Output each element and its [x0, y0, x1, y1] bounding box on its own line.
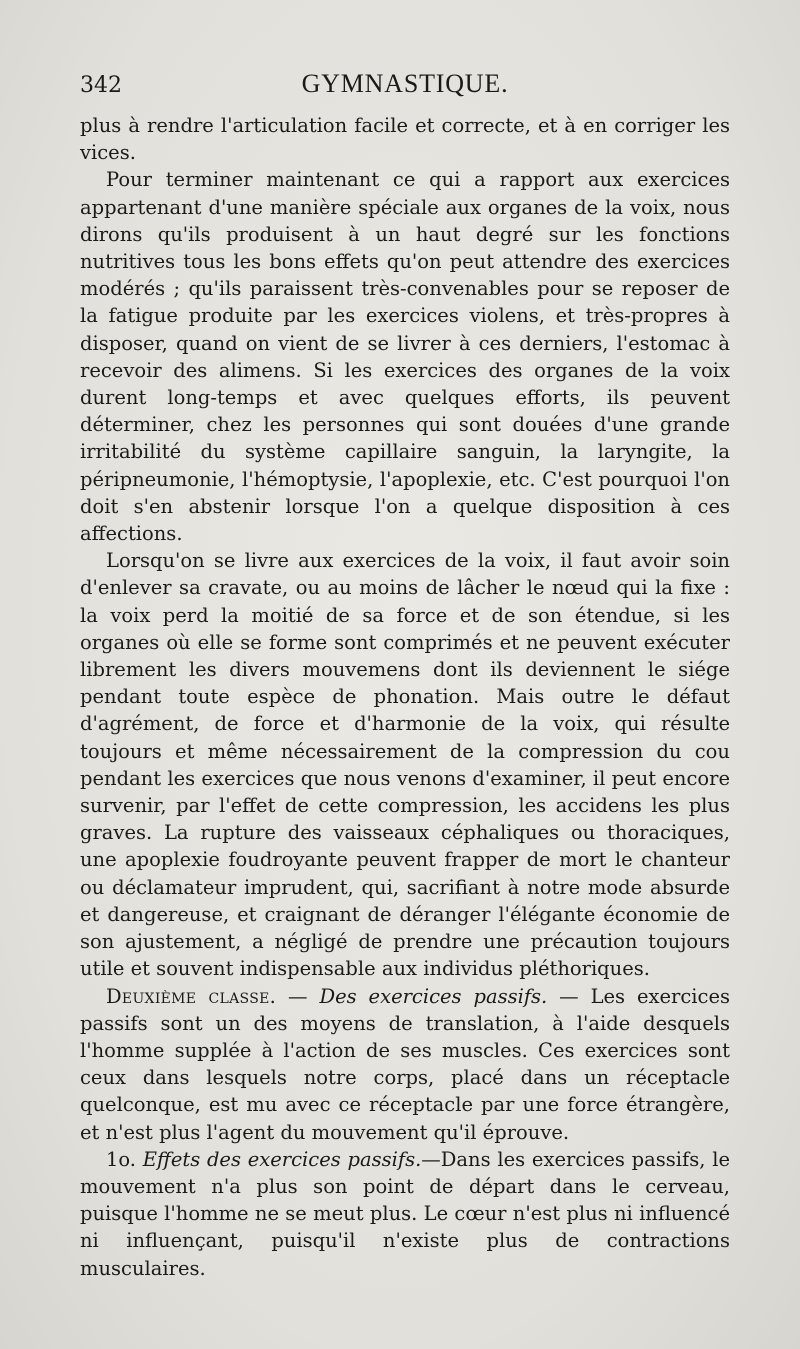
paragraph-cravate: Lorsqu'on se livre aux exercices de la voix, il faut avoir soin d'enlever sa cravate, ou au moins de lâcher le nœud qui la fixe : la voix perd la moitié de sa force et de son étendue, si les organes où elle se forme sont comprimés et ne peuvent exécuter librement les divers mouvemens dont ils deviennent le siége pendant toute espèce de phonation. Mais outre le défaut d'agrément, de force et d'harmonie de la voix, qui résulte toujours et même nécessairement de la compression du cou pendant les exercices que nous venons d'examiner, il peut encore survenir, par l'effet de cette compression, les accidens les plus graves. La rupture des vaisseaux céphaliques ou thoraciques, une apoplexie foudroyante peuvent frapper de mort le chanteur ou déclamateur imprudent, qui, sacrifiant à notre mode absurde et dangereuse, et craignant de déranger l'élégante économie de son ajustement, a négligé de prendre une précaution toujours utile et souvent indispensable aux individus pléthoriques. [80, 549, 730, 981]
paragraph-effects [80, 1146, 730, 1282]
page-header [80, 62, 730, 112]
subsection-number: 1o. [106, 1147, 143, 1171]
subsection-title: Effets des exercices passifs. [142, 1147, 422, 1171]
paragraph-voice-exercises: Pour terminer maintenant ce qui a rapport aux exercices appartenant d'une manière spéciale aux organes de la voix, nous dirons qu'ils produisent à un haut degré sur les fonctions nutritives tous les bons effets qu'on peut attendre des exercices modérés ; qu'ils paraissent très-convenables pour se reposer de la fatigue produite par les exercices violens, et très-propres à disposer, quand on vient de se livrer à ces derniers, l'estomac à recevoir des alimens. Si les exercices des organes de la voix durent long-temps et avec quelques efforts, ils peuvent déterminer, chez les personnes qui sont douées d'une grande irritabilité du système capillaire sanguin, la laryngite, la péripneumonie, l'hémoptysie, l'apoplexie, etc. C'est pourquoi l'on doit s'en abstenir lorsque l'on a quelque disposition à ces affections. [80, 168, 730, 546]
section-label: Deuxième classe. [106, 984, 277, 1008]
paragraph-passive-exercises [80, 983, 730, 1146]
paragraph-continuation: plus à rendre l'articulation facile et correcte, et à en corriger les vices. [80, 114, 730, 165]
running-head: GYMNASTIQUE. [301, 69, 509, 98]
section-title: Des exercices passifs. [319, 984, 548, 1008]
section-dash: — [276, 984, 320, 1008]
page-text [80, 62, 730, 1282]
page-number: 342 [80, 73, 122, 98]
section-text: — Les exercices passifs sont un des moyens de translation, à l'aide desquels l'homme supplée à l'action de ses muscles. Ces exercices sont ceux dans lesquels notre corps, placé dans un réceptacle quelconque, est mu avec ce réceptacle par une force étrangère, et n'est plus l'agent du mouvement qu'il éprouve. [80, 984, 730, 1144]
subsection-text: —Dans les exercices passifs, le mouvement n'a plus son point de départ dans le cerveau, puisque l'homme ne se meut plus. Le cœur n'est plus ni influencé ni influençant, puisqu'il n'existe plus de contractions musculaires. [80, 1147, 730, 1280]
